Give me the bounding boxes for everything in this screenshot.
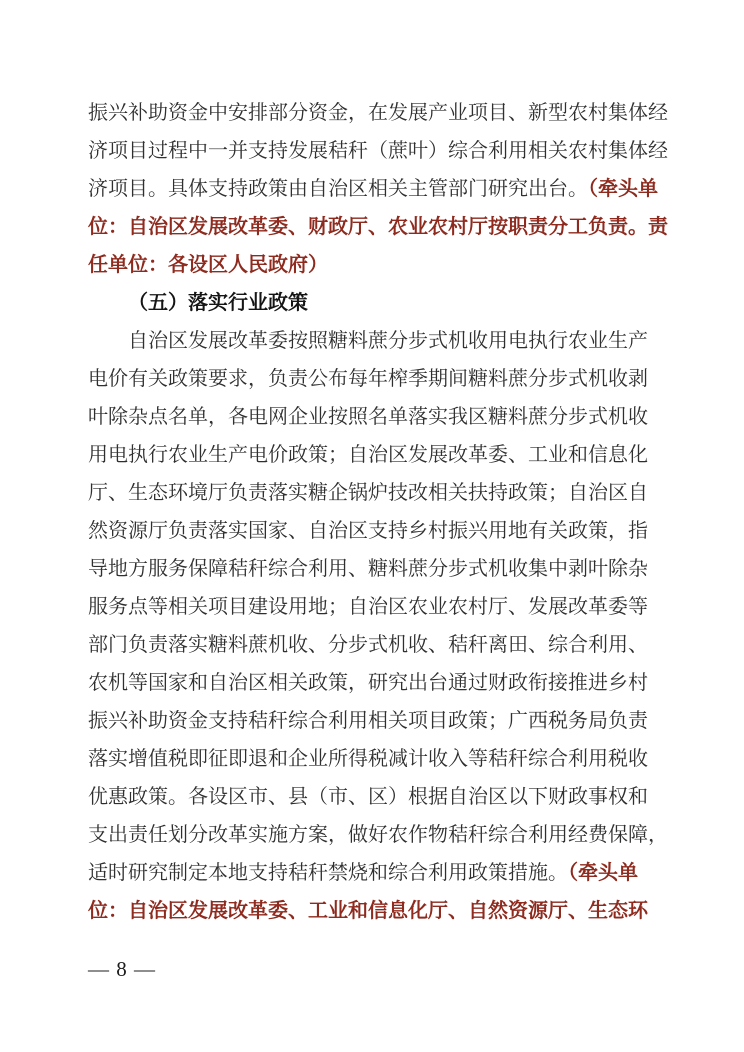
text-line <box>88 664 672 702</box>
emphasis-red-segment: （牵头单 <box>588 178 658 200</box>
emphasis-red-segment: （牵头单 <box>568 862 638 884</box>
body-text-segment: 济项目。具体支持政策由自治区相关主管部门研究出台。 <box>88 178 588 200</box>
body-text-segment: 济项目过程中一并支持发展秸秆（蔗叶）综合利用相关农村集体经 <box>88 140 668 162</box>
text-line <box>88 94 672 132</box>
body-text-segment: 部门负责落实糖料蔗机收、分步式机收、秸秆离田、综合利用、 <box>88 634 648 656</box>
body-text-segment: 适时研究制定本地支持秸秆禁烧和综合利用政策措施。 <box>88 862 568 884</box>
page-number-footer: — 8 — <box>88 957 156 981</box>
body-text-segment: 导地方服务保障秸秆综合利用、糖料蔗分步式机收集中剥叶除杂 <box>88 558 648 580</box>
section-heading-segment: （五）落实行业政策 <box>128 292 308 314</box>
text-line <box>88 626 672 664</box>
body-text-segment: 厅、生态环境厅负责落实糖企锅炉技改相关扶持政策；自治区自 <box>88 482 648 504</box>
text-line <box>88 816 672 854</box>
body-text-segment: 服务点等相关项目建设用地；自治区农业农村厅、发展改革委等 <box>88 596 648 618</box>
body-text-segment: 支出责任划分改革实施方案，做好农作物秸秆综合利用经费保障， <box>88 824 668 846</box>
text-line <box>88 550 672 588</box>
body-text-segment: 振兴补助资金中安排部分资金，在发展产业项目、新型农村集体经 <box>88 102 668 124</box>
text-line <box>88 360 672 398</box>
text-line <box>88 170 672 208</box>
document-text-block <box>88 94 672 930</box>
text-line <box>88 702 672 740</box>
body-text-segment: 电价有关政策要求，负责公布每年榨季期间糖料蔗分步式机收剥 <box>88 368 648 390</box>
text-line <box>88 322 672 360</box>
text-line <box>88 740 672 778</box>
body-text-segment: 农机等国家和自治区相关政策，研究出台通过财政衔接推进乡村 <box>88 672 648 694</box>
body-text-segment: 然资源厅负责落实国家、自治区支持乡村振兴用地有关政策，指 <box>88 520 648 542</box>
text-line <box>88 246 672 284</box>
text-line <box>88 512 672 550</box>
body-text-segment: 落实增值税即征即退和企业所得税减计收入等秸秆综合利用税收 <box>88 748 648 770</box>
body-text-segment: 自治区发展改革委按照糖料蔗分步式机收用电执行农业生产 <box>128 330 648 352</box>
text-line <box>88 778 672 816</box>
body-text-segment: 振兴补助资金支持秸秆综合利用相关项目政策；广西税务局负责 <box>88 710 648 732</box>
emphasis-red-segment: 位：自治区发展改革委、财政厅、农业农村厅按职责分工负责。责 <box>88 216 668 238</box>
text-line <box>88 892 672 930</box>
body-text-segment: 叶除杂点名单，各电网企业按照名单落实我区糖料蔗分步式机收 <box>88 406 648 428</box>
body-text-segment: 用电执行农业生产电价政策；自治区发展改革委、工业和信息化 <box>88 444 648 466</box>
text-line <box>88 436 672 474</box>
body-text-segment: 优惠政策。各设区市、县（市、区）根据自治区以下财政事权和 <box>88 786 648 808</box>
text-line <box>88 284 672 322</box>
emphasis-red-segment: 任单位：各设区人民政府） <box>88 254 328 276</box>
text-line <box>88 854 672 892</box>
text-line <box>88 208 672 246</box>
text-line <box>88 588 672 626</box>
text-line <box>88 474 672 512</box>
text-line <box>88 398 672 436</box>
text-line <box>88 132 672 170</box>
emphasis-red-segment: 位：自治区发展改革委、工业和信息化厅、自然资源厅、生态环 <box>88 900 648 922</box>
